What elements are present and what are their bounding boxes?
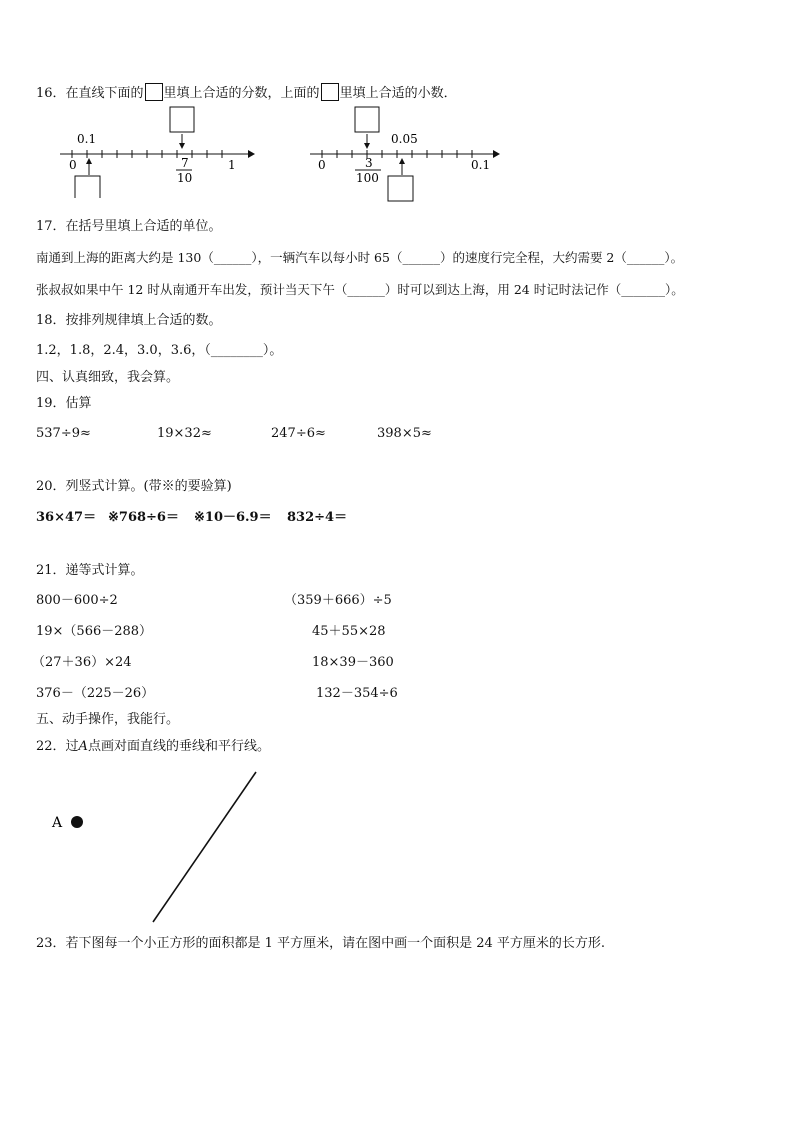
q16-number-line-2 xyxy=(305,103,505,203)
q16-title xyxy=(36,83,457,102)
q18-title: 18．按排列规律填上合适的数。 xyxy=(36,313,222,328)
q16-title-post: 里填上合适的小数． xyxy=(339,86,457,101)
q19-item: 247÷6≈ xyxy=(271,426,326,441)
line1-label-top: 0.1 xyxy=(77,132,97,146)
q17-title: 17．在括号里填上合适的单位。 xyxy=(36,219,222,234)
line2-frac-num: 3 xyxy=(365,156,373,170)
point-a-label: A xyxy=(52,815,63,831)
up-arrow-icon xyxy=(399,158,405,164)
q19-title: 19．估算 xyxy=(36,396,92,411)
line1-frac-den: 10 xyxy=(177,171,193,185)
line2-frac-den: 100 xyxy=(356,171,379,185)
answer-box-top[interactable] xyxy=(355,107,379,132)
q21-item: 132－354÷6 xyxy=(316,686,398,701)
answer-box-bottom[interactable] xyxy=(75,176,100,198)
q21-item: 800－600÷2 xyxy=(36,593,118,608)
q21-title: 21．递等式计算。 xyxy=(36,563,144,578)
up-arrow-icon xyxy=(86,158,92,164)
q19-item: 398×5≈ xyxy=(377,426,432,441)
q22-title: 22．过A点画对面直线的垂线和平行线。 xyxy=(36,739,270,754)
q22-figure xyxy=(40,760,300,940)
q23-title: 23．若下图每一个小正方形的面积都是 1 平方厘米，请在图中画一个面积是 24 平方厘米的长方形. xyxy=(36,936,606,951)
section-4-heading: 四、认真细致，我会算。 xyxy=(36,370,180,385)
line2-label-top: 0.05 xyxy=(391,132,418,146)
q19-item: 19×32≈ xyxy=(157,426,212,441)
q17-line-1: 南通到上海的距离大约是 130（______），一辆汽车以每小时 65（______）的速度行完全程，大约需要 2（______）。 xyxy=(36,250,684,265)
q16-title-pre: 16．在直线下面的 xyxy=(36,86,144,101)
q21-item: 376－（225－26） xyxy=(36,686,155,701)
q19-item: 537÷9≈ xyxy=(36,426,91,441)
line2-tick-0: 0 xyxy=(318,158,326,172)
answer-box-top[interactable] xyxy=(170,107,194,132)
section-5-heading: 五、动手操作，我能行。 xyxy=(36,712,180,727)
q22-point-var: A xyxy=(78,739,88,754)
q20-item: ※10－6.9＝ xyxy=(194,510,272,525)
q21-item: 45＋55×28 xyxy=(312,624,386,639)
point-a-dot xyxy=(71,816,83,828)
q16-title-mid: 里填上合适的分数，上面的 xyxy=(163,86,320,101)
slanted-line xyxy=(153,772,256,922)
down-arrow-icon xyxy=(179,143,185,149)
q21-item: 19×（566－288） xyxy=(36,624,153,639)
answer-box-inline xyxy=(145,83,163,101)
q20-item: 36×47＝ xyxy=(36,510,97,525)
down-arrow-icon xyxy=(364,143,370,149)
q21-item: （27＋36）×24 xyxy=(32,655,132,670)
q20-item: 832÷4＝ xyxy=(287,510,348,525)
answer-box-inline xyxy=(321,83,339,101)
q21-item: 18×39－360 xyxy=(312,655,394,670)
line2-tick-end: 0.1 xyxy=(471,158,491,172)
q21-item: （359＋666）÷5 xyxy=(284,593,392,608)
q20-title: 20．列竖式计算。(带※的要验算) xyxy=(36,479,232,494)
axis-arrow-icon xyxy=(493,150,500,158)
line1-tick-end: 1 xyxy=(228,158,236,172)
axis-arrow-icon xyxy=(248,150,255,158)
q17-line-2: 张叔叔如果中午 12 时从南通开车出发，预计当天下午（______）时可以到达上海，用 24 时记时法记作（_______）。 xyxy=(36,282,684,297)
line1-tick-0: 0 xyxy=(69,158,77,172)
q18-sequence: 1.2，1.8，2.4，3.0，3.6，（________）。 xyxy=(36,343,283,358)
q20-item: ※768÷6＝ xyxy=(108,510,179,525)
q16-number-line-1 xyxy=(55,103,295,198)
answer-box-bottom[interactable] xyxy=(388,176,413,201)
line1-frac-num: 7 xyxy=(181,156,189,170)
